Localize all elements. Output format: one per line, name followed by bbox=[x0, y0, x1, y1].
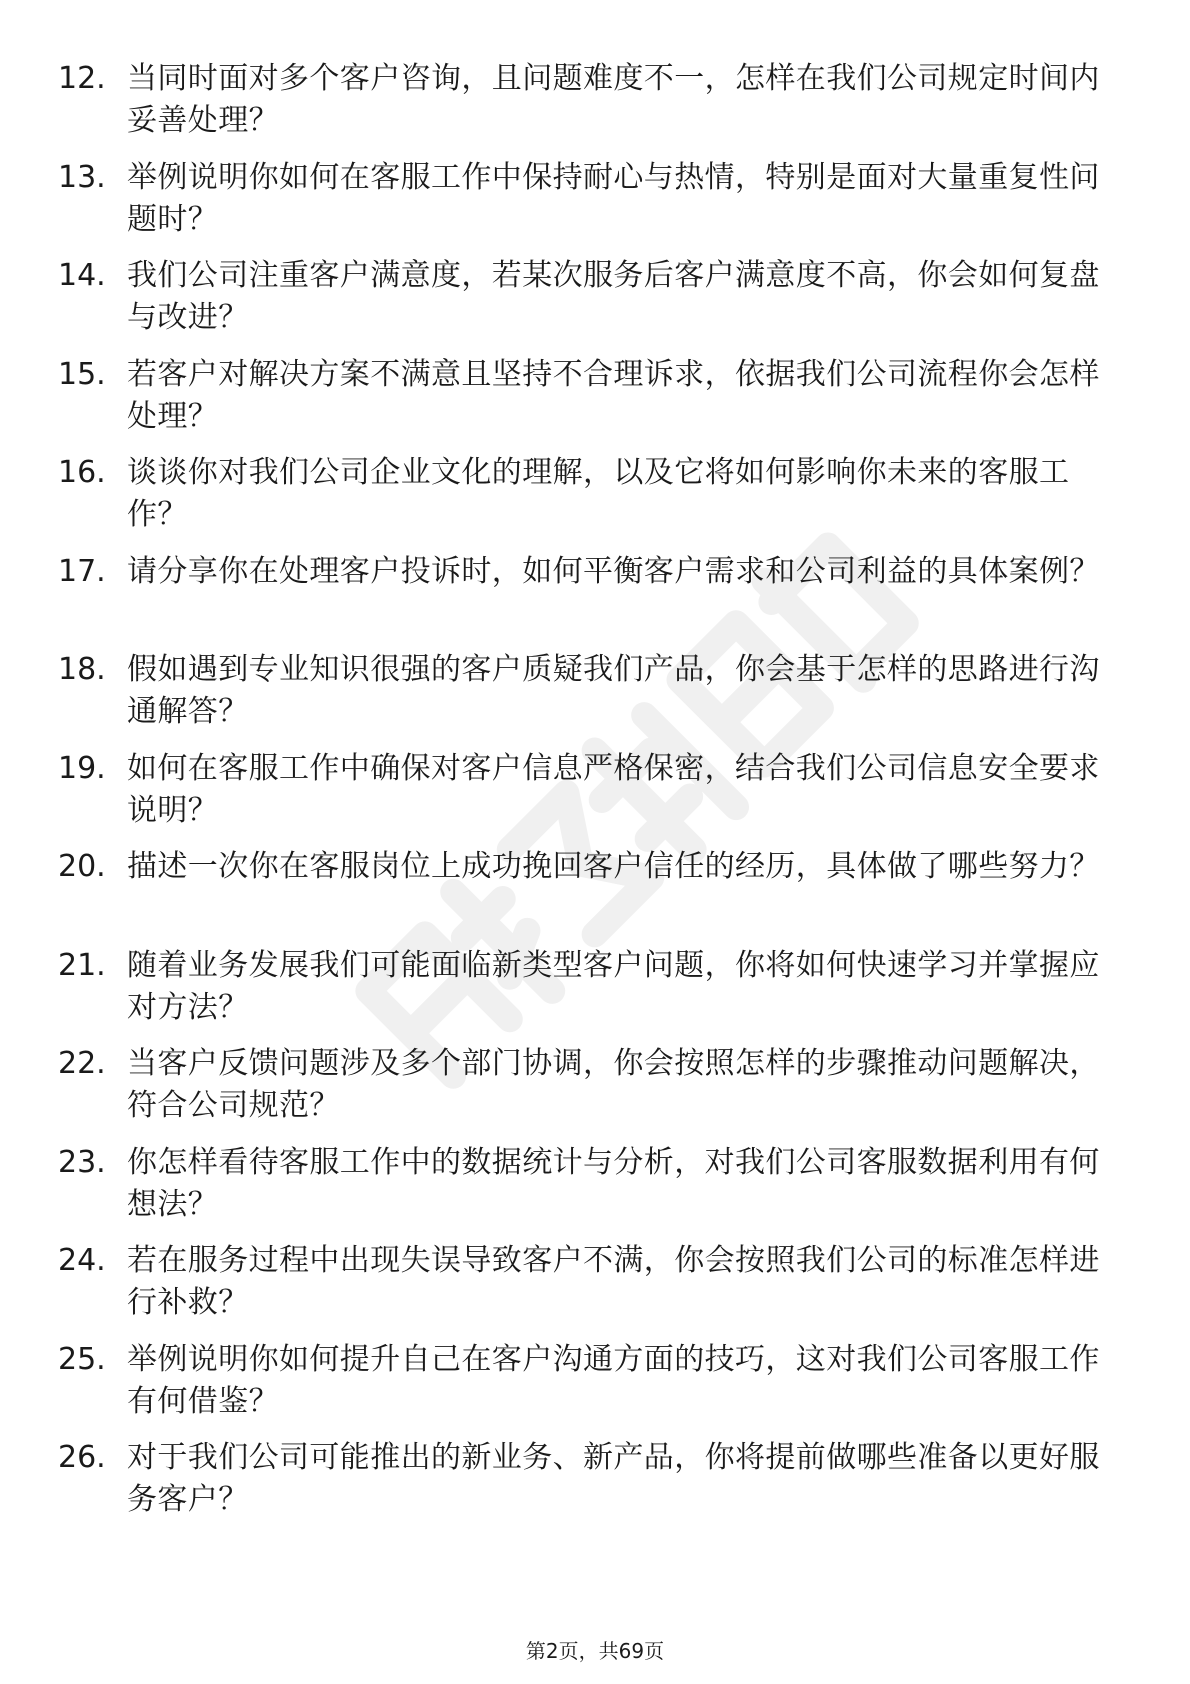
page-footer bbox=[0, 1637, 1190, 1665]
question-text: 描述一次你在客服岗位上成功挽回客户信任的经历，具体做了哪些努力？ bbox=[127, 849, 1100, 884]
question-number: 13. bbox=[58, 159, 106, 195]
question-text: 我们公司注重客户满意度，若某次服务后客户满意度不高，你会如何复盘与改进？ bbox=[127, 258, 1100, 335]
question-item bbox=[0, 1035, 1190, 1134]
question-list bbox=[0, 50, 1190, 1528]
question-number: 12. bbox=[58, 61, 106, 96]
question-item bbox=[0, 346, 1190, 445]
question-number: 16. bbox=[58, 455, 106, 490]
question-item bbox=[0, 149, 1190, 248]
question-number: 21. bbox=[58, 947, 106, 983]
question-number: 19. bbox=[58, 750, 106, 786]
question-text: 谈谈你对我们公司企业文化的理解，以及它将如何影响你未来的客服工作？ bbox=[127, 455, 1070, 532]
question-text: 你怎样看待客服工作中的数据统计与分析，对我们公司客服数据利用有何想法？ bbox=[127, 1144, 1100, 1222]
question-number: 23. bbox=[58, 1144, 106, 1180]
question-text: 当同时面对多个客户咨询，且问题难度不一，怎样在我们公司规定时间内妥善处理？ bbox=[127, 61, 1100, 138]
question-item bbox=[0, 50, 1190, 149]
question-item bbox=[0, 1331, 1190, 1430]
question-text: 请分享你在处理客户投诉时，如何平衡客户需求和公司利益的具体案例？ bbox=[127, 553, 1100, 589]
question-text: 举例说明你如何在客服工作中保持耐心与热情，特别是面对大量重复性问题时？ bbox=[127, 159, 1100, 237]
question-text: 如何在客服工作中确保对客户信息严格保密，结合我们公司信息安全要求说明？ bbox=[127, 750, 1100, 828]
question-item bbox=[0, 1232, 1190, 1331]
question-number: 20. bbox=[58, 849, 106, 884]
question-text: 若在服务过程中出现失误导致客户不满，你会按照我们公司的标准怎样进行补救？ bbox=[127, 1243, 1100, 1320]
question-number: 14. bbox=[58, 258, 106, 293]
question-item bbox=[0, 937, 1190, 1036]
question-text: 对于我们公司可能推出的新业务、新产品，你将提前做哪些准备以更好服务客户？ bbox=[127, 1440, 1100, 1517]
question-number: 17. bbox=[58, 553, 106, 589]
question-item bbox=[0, 641, 1190, 740]
question-item bbox=[0, 247, 1190, 346]
question-item bbox=[0, 1134, 1190, 1233]
question-number: 26. bbox=[58, 1440, 106, 1475]
question-text: 举例说明你如何提升自己在客户沟通方面的技巧，这对我们公司客服工作有何借鉴？ bbox=[127, 1341, 1100, 1419]
question-number: 15. bbox=[58, 356, 106, 392]
question-text: 假如遇到专业知识很强的客户质疑我们产品，你会基于怎样的思路进行沟通解答？ bbox=[127, 652, 1100, 729]
question-text: 当客户反馈问题涉及多个部门协调，你会按照怎样的步骤推动问题解决，符合公司规范？ bbox=[127, 1046, 1100, 1123]
question-item bbox=[0, 444, 1190, 543]
question-item bbox=[0, 1429, 1190, 1528]
question-text: 若客户对解决方案不满意且坚持不合理诉求，依据我们公司流程你会怎样处理？ bbox=[127, 356, 1100, 434]
question-number: 24. bbox=[58, 1243, 106, 1278]
question-item bbox=[0, 543, 1190, 642]
question-number: 18. bbox=[58, 652, 106, 687]
question-text: 随着业务发展我们可能面临新类型客户问题，你将如何快速学习并掌握应对方法？ bbox=[127, 947, 1100, 1025]
question-number: 25. bbox=[58, 1341, 106, 1377]
question-item bbox=[0, 838, 1190, 937]
question-item bbox=[0, 740, 1190, 839]
page-number-label: 第2页，共69页 bbox=[525, 1639, 665, 1663]
question-number: 22. bbox=[58, 1046, 106, 1081]
